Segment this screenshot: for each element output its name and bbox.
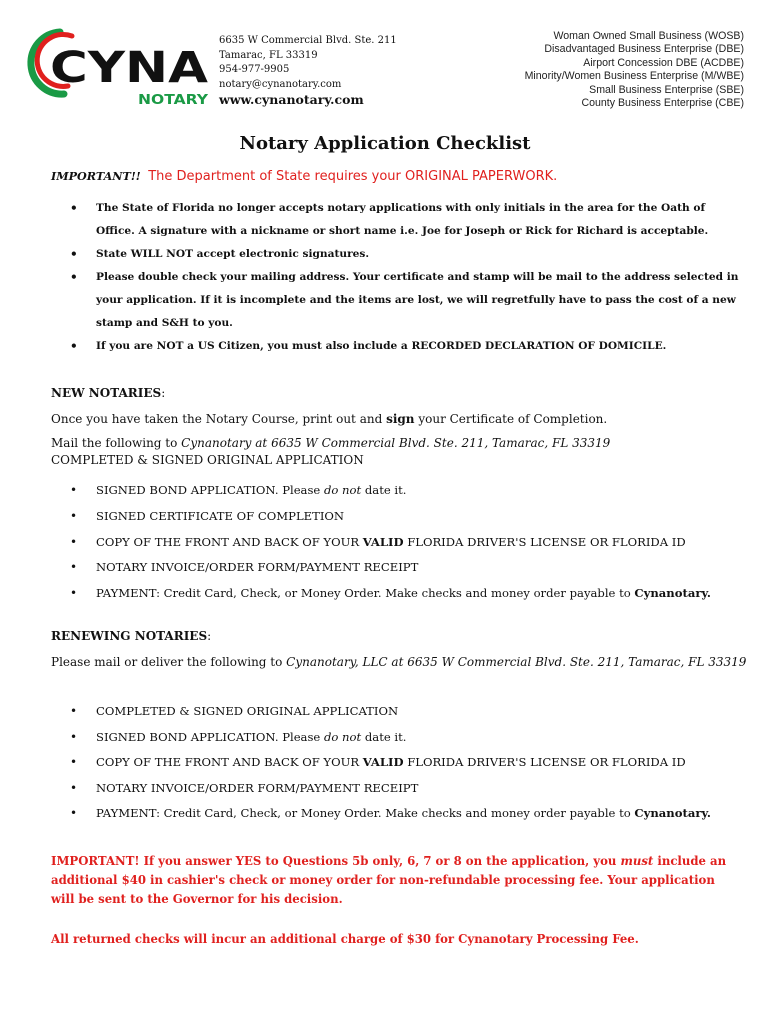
list-item: • State WILL NOT accept electronic signatures. xyxy=(51,243,741,266)
list-item: • COMPLETED & SIGNED ORIGINAL APPLICATION xyxy=(51,699,741,725)
list-item: • COPY OF THE FRONT AND BACK OF YOUR VALID FLORIDA DRIVER'S LICENSE OR FLORIDA ID xyxy=(51,750,741,776)
new-notaries-first-item: COMPLETED & SIGNED ORIGINAL APPLICATION xyxy=(51,453,364,467)
list-item: • SIGNED CERTIFICATE OF COMPLETION xyxy=(51,504,741,530)
cert-item: Minority/Women Business Enterprise (M/WBE) xyxy=(524,70,744,83)
important-message: The Department of State requires your ORIGINAL PAPERWORK. xyxy=(148,169,558,184)
cert-item: County Business Enterprise (CBE) xyxy=(581,97,744,110)
cert-item: Disadvantaged Business Enterprise (DBE) xyxy=(544,43,744,56)
new-notaries-mail-instructions: Mail the following to Cynanotary at 6635 W Commercial Blvd. Ste. 211, Tamarac, FL 33319 xyxy=(51,436,611,450)
email-address[interactable]: notary@cynanotary.com xyxy=(219,78,342,90)
cert-item: Small Business Enterprise (SBE) xyxy=(589,83,744,96)
logo-subtitle: NOTARY xyxy=(138,93,209,108)
logo-wordmark: CYNA xyxy=(50,43,209,93)
cert-item: Woman Owned Small Business (WOSB) xyxy=(553,30,744,42)
list-item: • SIGNED BOND APPLICATION. Please do not date it. xyxy=(51,725,741,751)
list-item: • NOTARY INVOICE/ORDER FORM/PAYMENT RECEIPT xyxy=(51,555,741,581)
contact-block xyxy=(219,34,397,108)
list-item: • COPY OF THE FRONT AND BACK OF YOUR VALID FLORIDA DRIVER'S LICENSE OR FLORIDA ID xyxy=(51,530,741,556)
certifications-list xyxy=(525,30,744,110)
important-label: IMPORTANT!! xyxy=(51,169,141,183)
important-notice xyxy=(51,169,557,184)
list-item: • PAYMENT: Credit Card, Check, or Money Order. Make checks and money order payable to Cynanotary. xyxy=(51,581,741,607)
questions-warning: IMPORTANT! If you answer YES to Questions 5b only, 6, 7 or 8 on the application, you must include an additional $40 in cashier's check or money order for non-refundable processing fee. Your application will be sent to the Governor for his decision. xyxy=(51,854,727,906)
address-line-1: 6635 W Commercial Blvd. Ste. 211 xyxy=(219,35,397,46)
website-link[interactable]: www.cynanotary.com xyxy=(219,92,364,107)
returned-checks-warning: All returned checks will incur an additional charge of $30 for Cynanotary Processing Fee. xyxy=(51,932,639,946)
renewing-notaries-mail-instructions: Please mail or deliver the following to Cynanotary, LLC at 6635 W Commercial Blvd. Ste. 211, Tamarac, FL 33319 xyxy=(51,655,747,669)
cert-item: Airport Concession DBE (ACDBE) xyxy=(583,56,744,69)
list-item: • Please double check your mailing address. Your certificate and stamp will be mail to the address selected in your application. If it is incomplete and the items are lost, we will regretfully have to pass the cost of a new stamp and S&H to you. xyxy=(51,266,741,335)
list-item: • PAYMENT: Credit Card, Check, or Money Order. Make checks and money order payable to Cynanotary. xyxy=(51,801,741,827)
new-notaries-heading: NEW NOTARIES: xyxy=(51,386,166,400)
list-item: • NOTARY INVOICE/ORDER FORM/PAYMENT RECEIPT xyxy=(51,776,741,802)
renewing-notaries-heading: RENEWING NOTARIES: xyxy=(51,629,212,643)
address-line-2: Tamarac, FL 33319 xyxy=(219,49,318,61)
new-notaries-list xyxy=(51,478,741,607)
list-item: • SIGNED BOND APPLICATION. Please do not date it. xyxy=(51,478,741,504)
notes-list xyxy=(51,197,741,358)
page-title: Notary Application Checklist xyxy=(239,133,531,154)
renewing-notaries-list xyxy=(51,699,741,827)
new-notaries-intro: Once you have taken the Notary Course, print out and sign your Certificate of Completion. xyxy=(51,412,608,426)
list-item: • If you are NOT a US Citizen, you must also include a RECORDED DECLARATION OF DOMICILE. xyxy=(51,335,741,358)
phone-number: 954-977-9905 xyxy=(219,64,290,75)
cyna-notary-logo xyxy=(26,24,212,110)
list-item: • The State of Florida no longer accepts notary applications with only initials in the area for the Oath of Office. A signature with a nickname or short name i.e. Joe for Joseph or Rick for Richard is acceptable. xyxy=(51,197,741,243)
